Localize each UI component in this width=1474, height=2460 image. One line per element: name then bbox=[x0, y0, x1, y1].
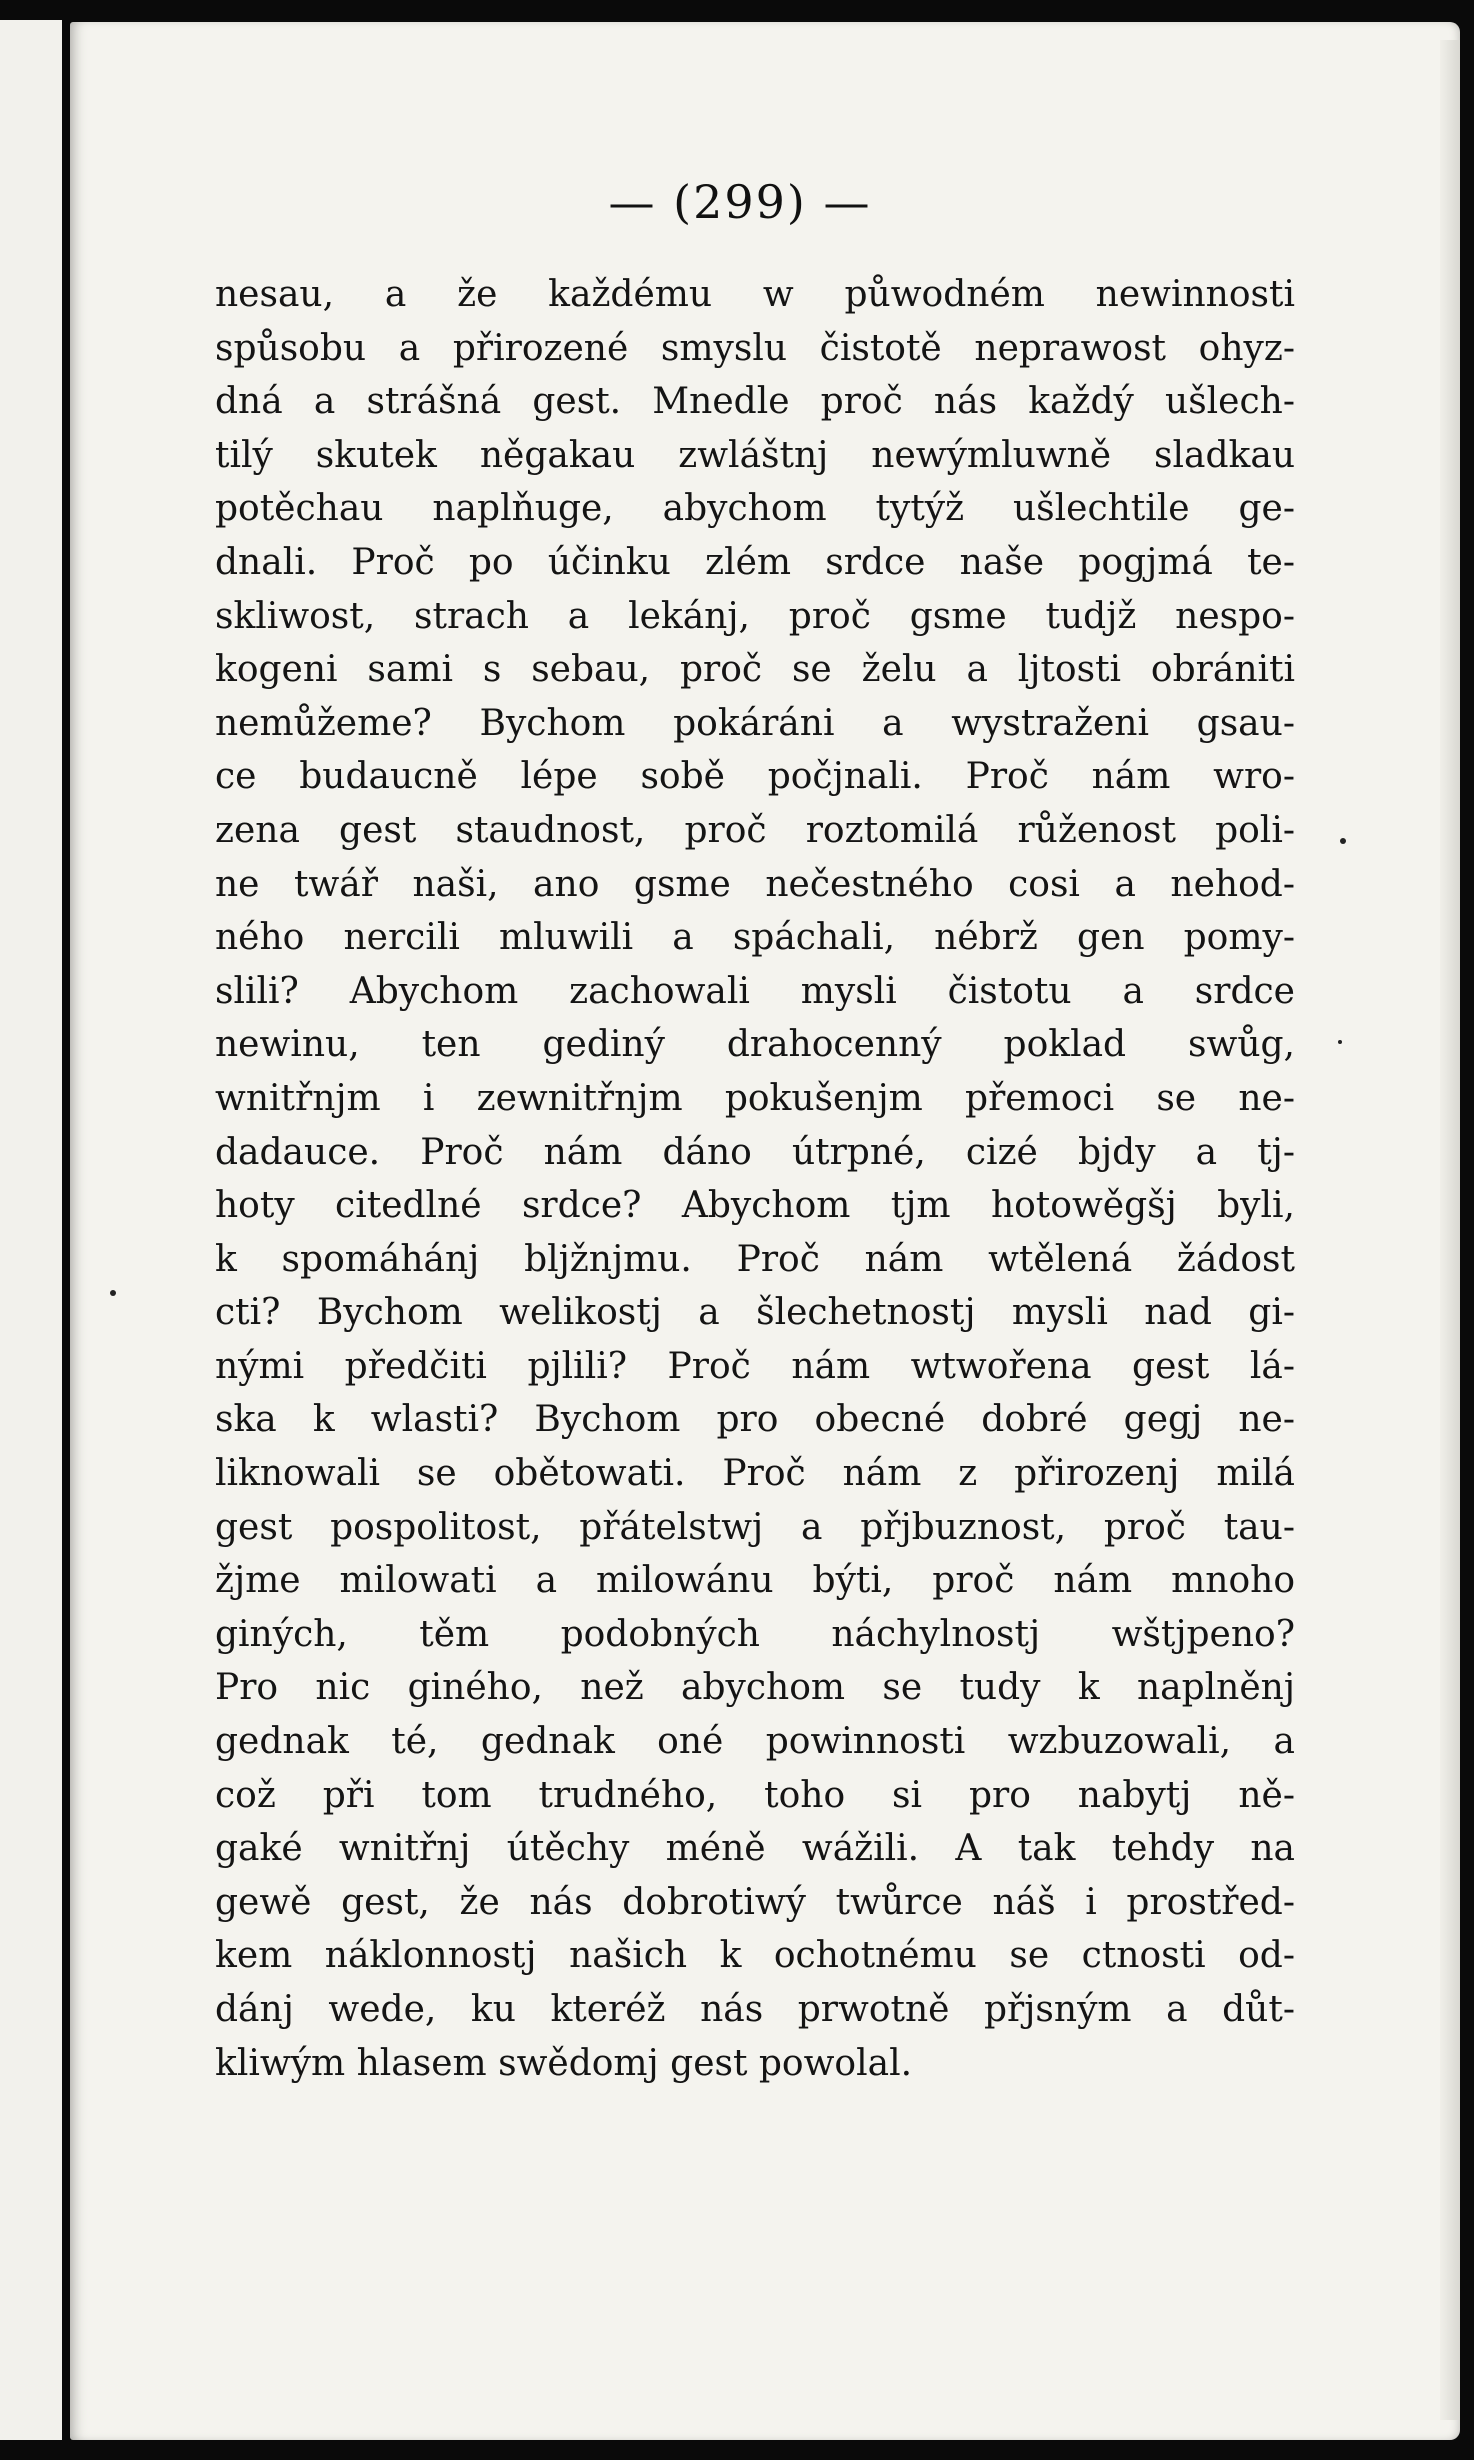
text-line: ne twář naši, ano gsme nečestného cosi a nehod- bbox=[215, 863, 1295, 905]
text-line: ného nercili mluwili a spáchali, nébrž gen pomy- bbox=[215, 917, 1295, 959]
text-line: dánj wede, ku kteréž nás prwotně přjsným a důt- bbox=[215, 1989, 1295, 2030]
text-line: dadauce. Proč nám dáno útrpné, cizé bjdy a tj- bbox=[215, 1131, 1295, 1173]
text-line: slili? Abychom zachowali mysli čistotu a srdce bbox=[215, 970, 1295, 1012]
previous-page-edge bbox=[0, 20, 62, 2440]
text-line: gednak té, gednak oné powinnosti wzbuzowali, a bbox=[215, 1721, 1295, 1763]
text-line: nemůžeme? Bychom pokáráni a wystraženi gsau- bbox=[215, 702, 1295, 744]
text-line: kem náklonnostj našich k ochotnému se ctnosti od- bbox=[215, 1935, 1295, 1977]
text-line: ce budaucně lépe sobě počjnali. Proč nám wro- bbox=[215, 756, 1295, 798]
text-line: k spomáhánj bljžnjmu. Proč nám wtělená žádost bbox=[215, 1238, 1295, 1280]
text-line: wnitřnjm i zewnitřnjm pokušenjm přemoci se ne- bbox=[215, 1077, 1295, 1119]
text-line: Pro nic giného, než abychom se tudy k naplněnj bbox=[215, 1667, 1295, 1709]
text-line: nými předčiti pjlili? Proč nám wtwořena gest lá- bbox=[215, 1345, 1295, 1387]
text-line: kliwým hlasem swědomj gest powolal. bbox=[215, 2042, 913, 2084]
text-line: žjme milowati a milowánu býti, proč nám mnoho bbox=[215, 1560, 1295, 1602]
page-number-header: — (299) — bbox=[608, 175, 872, 229]
page-fore-edge bbox=[1440, 40, 1460, 2420]
text-line: gest pospolitost, přátelstwj a přjbuznost, proč tau- bbox=[215, 1506, 1295, 1548]
text-line: spůsobu a přirozené smyslu čistotě neprawost ohyz- bbox=[215, 327, 1295, 369]
text-line: giných, těm podobných náchylnostj wštjpeno? bbox=[215, 1613, 1295, 1655]
text-line: newinu, ten gediný drahocenný poklad swůg, bbox=[215, 1024, 1295, 1066]
body-text bbox=[215, 268, 1295, 2090]
ink-speck bbox=[1338, 1040, 1342, 1044]
text-line: což při tom trudného, toho si pro nabytj ně- bbox=[215, 1774, 1295, 1816]
ink-speck bbox=[110, 1290, 116, 1296]
text-line: hoty citedlné srdce? Abychom tjm hotowěgšj byli, bbox=[215, 1185, 1295, 1227]
text-line: dnali. Proč po účinku zlém srdce naše pogjmá te- bbox=[215, 541, 1295, 583]
text-line: zena gest staudnost, proč roztomilá růženost poli- bbox=[215, 809, 1295, 851]
text-line: skliwost, strach a lekánj, proč gsme tudjž nespo- bbox=[215, 595, 1295, 637]
text-line: dná a strášná gest. Mnedle proč nás každý ušlech- bbox=[215, 381, 1295, 423]
text-line: gaké wnitřnj útěchy méně wážili. A tak tehdy na bbox=[215, 1828, 1295, 1870]
text-line: liknowali se obětowati. Proč nám z přirozenj milá bbox=[215, 1453, 1295, 1495]
text-line: tilý skutek něgakau zwláštnj newýmluwně sladkau bbox=[215, 434, 1295, 476]
text-line: gewě gest, že nás dobrotiwý twůrce náš i prostřed- bbox=[215, 1881, 1295, 1923]
text-line: kogeni sami s sebau, proč se želu a ljtosti obrániti bbox=[215, 649, 1295, 691]
text-line: potěchau naplňuge, abychom tytýž ušlechtile ge- bbox=[215, 488, 1295, 530]
ink-speck bbox=[1340, 838, 1346, 844]
text-line: ska k wlasti? Bychom pro obecné dobré gegj ne- bbox=[215, 1399, 1295, 1441]
text-line: cti? Bychom welikostj a šlechetnostj mysli nad gi- bbox=[215, 1292, 1295, 1334]
text-line: nesau, a že každému w půwodném newinnosti bbox=[215, 274, 1295, 315]
